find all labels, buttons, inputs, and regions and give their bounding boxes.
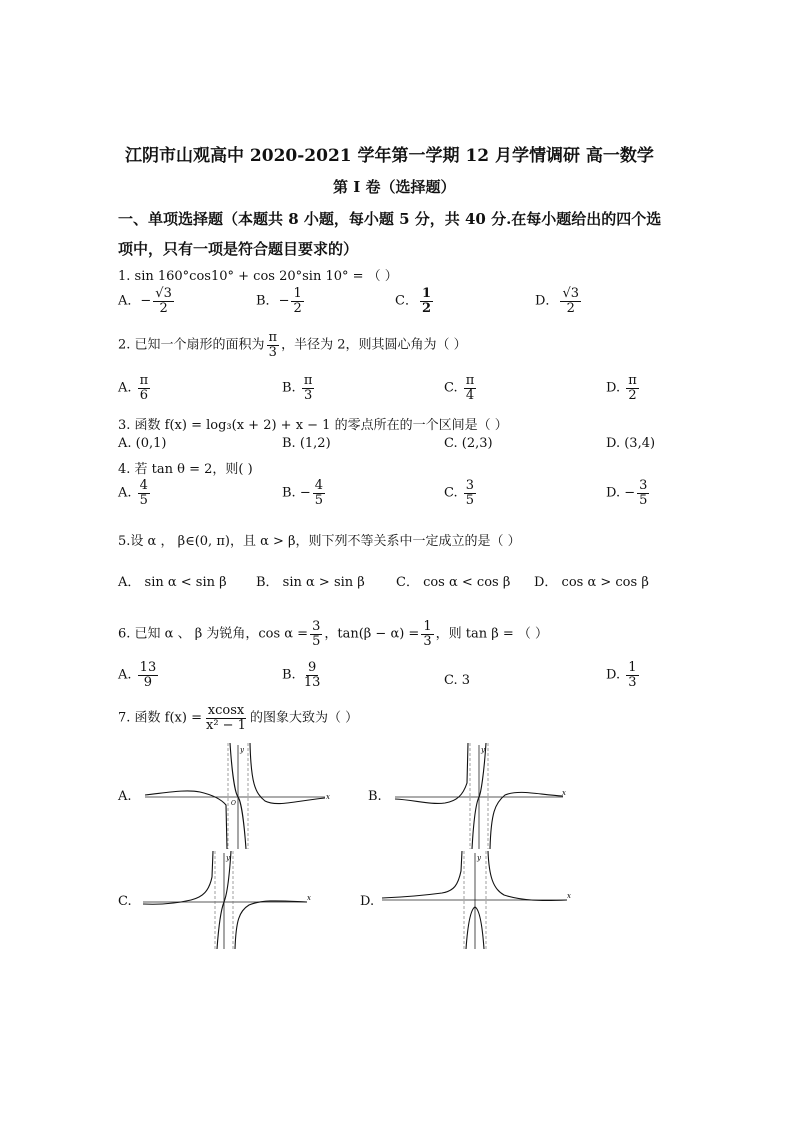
fraction: $\frac{4}{5}$	[139, 478, 148, 508]
q1-stem: 1. sin 160°cos10° + cos 20°sin 10° = （ ）	[118, 269, 398, 284]
q4-option-d: D. − $\frac{3}{5}$	[606, 478, 648, 508]
q7-option-c-label: C.	[118, 894, 132, 909]
fraction: $\frac{1}{2}$	[421, 286, 431, 316]
q5-option-c: C． cos α < cos β	[396, 575, 511, 590]
fraction: $\frac{3}{5}$	[465, 478, 475, 508]
q6-option-a: A. $\frac{13}{9}$	[118, 660, 157, 690]
q1-option-d: D． $\frac{√3}{2}$	[535, 286, 579, 316]
fraction: $\frac{\pi}{3}$	[268, 330, 278, 360]
q7-graph-a	[145, 743, 333, 849]
part-title: 第 I 卷（选择题）	[333, 178, 456, 196]
fraction: $\frac{√3}{2}$	[155, 286, 172, 316]
fraction: $\frac{3}{5}$	[312, 619, 321, 649]
q7-graph-c	[143, 851, 318, 949]
fraction: $\frac{13}{9}$	[139, 660, 157, 690]
q6-option-c: C. 3	[444, 673, 471, 688]
q1-option-a: A．− $\frac{√3}{2}$	[118, 286, 172, 316]
section-heading-line2: 项中，只有一项是符合题目要求的）	[118, 240, 359, 258]
x-axis-label: x	[307, 894, 311, 902]
fraction: $\frac{1}{3}$	[628, 660, 637, 690]
x-axis-label: x	[562, 789, 566, 797]
q2-option-d: D. $\frac{\pi}{2}$	[606, 373, 637, 403]
q1-option-b: B．− $\frac{1}{2}$	[256, 286, 302, 316]
fraction: $\frac{9}{13}$	[303, 660, 321, 690]
q4-stem: 4. 若 tan θ = 2，则( )	[118, 462, 253, 477]
q4-option-a: A. $\frac{4}{5}$	[118, 478, 148, 508]
q7-option-d-label: D.	[360, 894, 375, 909]
origin-label: O	[231, 800, 236, 807]
q7-graph-b	[395, 743, 570, 849]
q5-stem: 5.设 α ， β∈(0, π)，且 α > β，则下列不等关系中一定成立的是（ ）	[118, 534, 521, 549]
x-axis-label: x	[326, 793, 330, 801]
fraction: $\frac{3}{5}$	[639, 478, 648, 508]
y-axis-label: y	[481, 746, 485, 754]
fraction: $\frac{\pi}{4}$	[465, 373, 475, 403]
q6-option-b: B. $\frac{9}{13}$	[282, 660, 321, 690]
fraction: $\frac{\pi}{2}$	[628, 373, 637, 403]
fraction: $\frac{1}{3}$	[423, 619, 432, 649]
q7-stem: 7. 函数 f(x) = $\frac{xcosx}{\text{x² − 1}}$ 的图象大致为（ ）	[118, 703, 359, 733]
fraction: $\frac{xcosx}{\text{x² − 1}}$	[205, 703, 246, 733]
q3-stem: 3. 函数 f(x) = log₃(x + 2) + x − 1 的零点所在的一个区间是（ ）	[118, 418, 508, 433]
fraction: $\frac{\pi}{6}$	[139, 373, 149, 403]
fraction: $\frac{√3}{2}$	[562, 286, 579, 316]
q4-option-c: C. $\frac{3}{5}$	[444, 478, 475, 508]
q7-graph-d	[382, 851, 578, 949]
q1-option-c: C． $\frac{1}{2}$	[395, 286, 431, 316]
fraction: $\frac{\pi}{3}$	[303, 373, 313, 403]
fraction: $\frac{1}{2}$	[293, 286, 302, 316]
graph-c-svg	[143, 851, 318, 949]
q3-option-b: B. (1,2)	[282, 436, 331, 451]
x-axis-label: x	[567, 892, 571, 900]
y-axis-label: y	[477, 854, 481, 862]
q2-option-b: B. $\frac{\pi}{3}$	[282, 373, 313, 403]
q4-option-b: B. − $\frac{4}{5}$	[282, 478, 324, 508]
graph-d-svg	[382, 851, 578, 949]
graph-b-svg	[395, 743, 570, 849]
section-heading-line1: 一、单项选择题（本题共 8 小题，每小题 5 分，共 40 分.在每小题给出的四个选	[118, 210, 662, 228]
q3-option-c: C. (2,3)	[444, 436, 493, 451]
q3-option-a: A. (0,1)	[118, 436, 167, 451]
q5-option-a: A． sin α < sin β	[118, 575, 227, 590]
y-axis-label: y	[240, 746, 244, 754]
q5-option-b: B． sin α > sin β	[256, 575, 365, 590]
q2-option-a: A. $\frac{\pi}{6}$	[118, 373, 149, 403]
graph-a-svg	[145, 743, 333, 849]
q2-stem: 2. 已知一个扇形的面积为 $\frac{\pi}{3}$ ，半径为 2，则其圆心角为（ ）	[118, 330, 467, 360]
q6-option-d: D. $\frac{1}{3}$	[606, 660, 637, 690]
exam-title: 江阴市山观高中 2020-2021 学年第一学期 12 月学情调研 高一数学	[125, 146, 654, 166]
q5-option-d: D． cos α > cos β	[534, 575, 649, 590]
fraction: $\frac{4}{5}$	[314, 478, 324, 508]
q2-option-c: C. $\frac{\pi}{4}$	[444, 373, 475, 403]
q3-option-d: D. (3,4)	[606, 436, 656, 451]
q6-stem: 6. 已知 α 、 β 为锐角，cos α = $\frac{3}{5}$ ，tan(β − α) = $\frac{1}{3}$ ，则 tan β = （ ）	[118, 619, 549, 649]
y-axis-label: y	[226, 854, 230, 862]
q7-option-b-label: B.	[368, 789, 382, 804]
q7-option-a-label: A.	[118, 789, 132, 804]
